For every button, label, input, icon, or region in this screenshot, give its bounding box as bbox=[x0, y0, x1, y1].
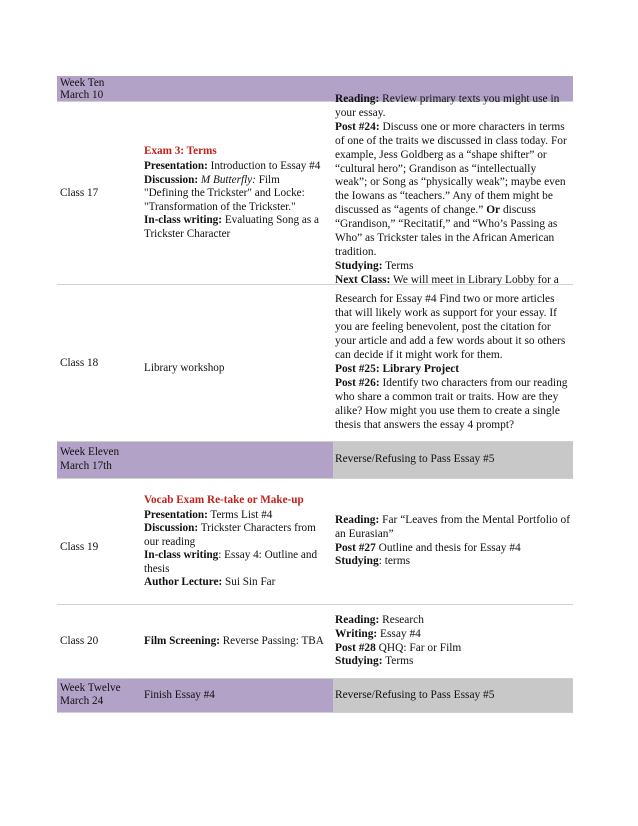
transformation-line: "Transformation of the Trickster." bbox=[144, 200, 296, 213]
next-class-line: Next Class: We will meet in Library Lobby for a bbox=[335, 273, 559, 286]
post-24-line: Post #24: Discuss one or more characters in terms of one of the traits we discussed in class today. For example, Jess Goldberg as a “shape shifter” or “cultural hero”; Grandison as “intellectually weak”; or Song as “physically weak”; maybe even the Iowans as “teachers.” Any of them might be discussed as “agents of change.” Or discuss “Grandison,” “Recitatif,” and “Who’s Passing as Who” as Trickster tales in the African American tradition. bbox=[335, 120, 567, 258]
studying-line: Studying: Terms bbox=[335, 259, 414, 272]
week-label-cell bbox=[57, 679, 139, 712]
assignment-text: Reverse/Refusing to Pass Essay #5 bbox=[335, 688, 495, 701]
post-26-line: Post #26: Identify two characters from our reading who share a common trait or traits. How are they alike? How might you use them to create a single thesis that answers the essay 4 prompt? bbox=[335, 376, 568, 431]
discussion-line: Discussion: M Butterfly: Film bbox=[144, 173, 280, 186]
studying-line: Studying: Terms bbox=[335, 655, 414, 668]
class-19-row bbox=[57, 479, 573, 605]
week-assignment-cell bbox=[333, 679, 573, 712]
reading-line: Reading: Far “Leaves from the Mental Portfolio of an Eurasian” bbox=[335, 513, 571, 540]
week-date: March 17th bbox=[60, 460, 112, 472]
class-20-homework bbox=[333, 605, 573, 678]
week-date: March 24 bbox=[60, 695, 104, 707]
class-18-homework bbox=[333, 285, 573, 441]
class-label: Class 20 bbox=[60, 635, 99, 647]
class-17-homework bbox=[333, 93, 573, 286]
class-label: Class 17 bbox=[60, 186, 99, 199]
exam-title: Exam 3: Terms bbox=[144, 145, 217, 158]
week-label-cell bbox=[57, 442, 139, 478]
reading-line: Reading: Review primary texts you might use in your essay. bbox=[335, 93, 560, 119]
class-19-activities bbox=[139, 479, 333, 604]
week-title: Week Eleven bbox=[60, 446, 120, 458]
inclass-writing-line: In-class writing: Essay 4: Outline and thesis bbox=[144, 549, 318, 575]
reading-line: Reading: Research bbox=[335, 613, 424, 626]
week-date: March 10 bbox=[60, 89, 104, 101]
class-19-homework bbox=[333, 479, 573, 604]
exam-title: Vocab Exam Re-take or Make-up bbox=[144, 493, 304, 506]
class-18-row bbox=[57, 284, 573, 442]
week-title: Week Ten bbox=[60, 77, 105, 89]
film-screening-line: Film Screening: Reverse Passing: TBA bbox=[144, 634, 324, 647]
inclass-writing-line: In-class writing: Evaluating Song as a Trickster Character bbox=[144, 214, 319, 240]
class-18-activities bbox=[139, 285, 333, 441]
class-20-row bbox=[57, 605, 573, 679]
class-label: Class 19 bbox=[60, 541, 99, 553]
writing-line: Writing: Essay #4 bbox=[335, 627, 421, 640]
author-lecture-line: Author Lecture: Sui Sin Far bbox=[144, 576, 276, 589]
studying-line: Studying: terms bbox=[335, 555, 411, 568]
presentation-line: Presentation: Terms List #4 bbox=[144, 508, 273, 521]
class-20-activities bbox=[139, 605, 333, 678]
library-workshop: Library workshop bbox=[144, 362, 225, 375]
week-twelve-header bbox=[57, 679, 573, 713]
schedule-table bbox=[57, 76, 573, 713]
presentation-line: Presentation: Introduction to Essay #4 bbox=[144, 160, 321, 173]
post-27-line: Post #27 Outline and thesis for Essay #4 bbox=[335, 541, 521, 554]
week-activity-cell bbox=[139, 442, 333, 478]
class-label: Class 18 bbox=[60, 356, 99, 369]
discussion-line: Discussion: Trickster Characters from our reading bbox=[144, 522, 316, 548]
finish-essay-text: Finish Essay #4 bbox=[144, 688, 215, 701]
research-line: Research for Essay #4 Find two or more articles that will likely work as support for your essay. If you are feeling benevolent, post the citation for your article and add a few words about it so others can decide if it might work for them. bbox=[335, 293, 566, 362]
assignment-text: Reverse/Refusing to Pass Essay #5 bbox=[335, 453, 495, 466]
defining-line: "Defining the Trickster" and Locke: bbox=[144, 187, 305, 200]
week-activity-cell bbox=[139, 679, 333, 712]
week-title: Week Twelve bbox=[60, 682, 121, 694]
post-25-line: Post #25: Library Project bbox=[335, 363, 460, 375]
post-28-line: Post #28 QHQ: Far or Film bbox=[335, 641, 462, 654]
week-assignment-cell bbox=[333, 442, 573, 478]
class-17-activities bbox=[139, 102, 333, 284]
week-eleven-header bbox=[57, 442, 573, 479]
